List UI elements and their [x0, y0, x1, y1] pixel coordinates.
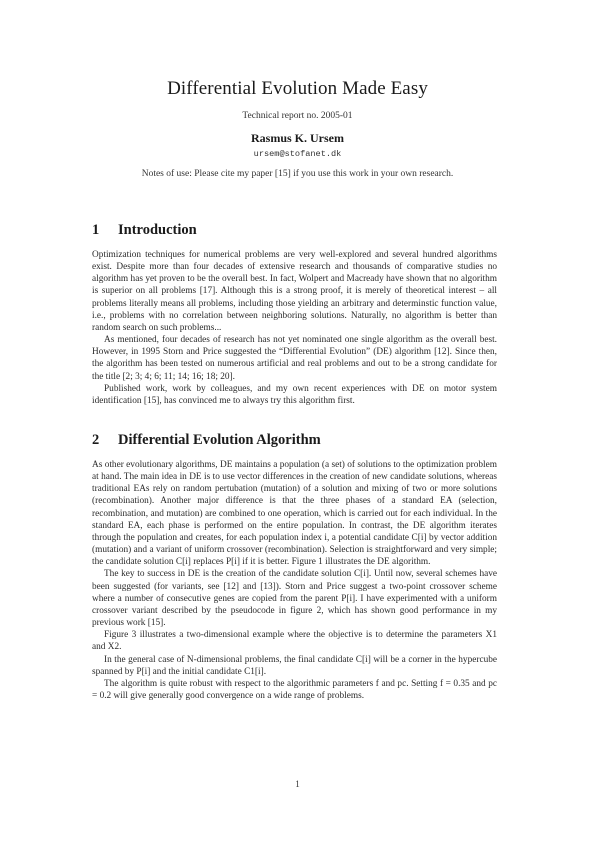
paper-title: Differential Evolution Made Easy — [167, 78, 428, 99]
section-body-introduction — [92, 249, 497, 407]
paragraph: Optimization techniques for numerical problems are very well-explored and several hundred algorithms exist. Despite more than four decades of extensive research and thousands of comparative studies no algorithm has yet proven to be the overall best. In fact, Wolpert and Macready have shown that no algorithm is superior on all problems [17]. Although this is a strong proof, it is merely of theoretical interest – all problems literally means all problems, including those yielding an arbitrary and determinstic function value, i.e., problems with no correlation between neighboring solutions. Naturally, no algorithm is better than random search on such problems... — [92, 250, 497, 333]
paragraph: Published work, work by colleagues, and my own recent experiences with DE on motor system identification [15], has convinced me to always try this algorithm first. — [92, 383, 497, 406]
paragraph: The key to success in DE is the creation of the candidate solution C[i]. Until now, several schemes have been suggested (for variants, see [12] and [13]). Storn and Price suggest a two-point crossover scheme where a number of consecutive genes are copied from the parent P[i]. I have experimented with a uniform crossover variant described by the pseudocode in figure 2, which has shown good performance in my previous work [15]. — [92, 569, 497, 629]
section-heading-introduction — [92, 222, 197, 239]
author-name: Rasmus K. Ursem — [251, 131, 344, 145]
notes-of-use: Notes of use: Please cite my paper [15] if you use this work in your own research. — [141, 169, 454, 179]
section-body-de-algorithm — [92, 459, 497, 702]
paragraph: Figure 3 illustrates a two-dimensional example where the objective is to determine the parameters X1 and X2. — [92, 630, 497, 653]
section-heading-de-algorithm — [92, 432, 321, 449]
section-title: Introduction — [118, 222, 197, 238]
paragraph: In the general case of N-dimensional problems, the final candidate C[i] will be a corner in the hypercube spanned by P[i] and the initial candidate C1[i]. — [92, 654, 497, 677]
report-number: Technical report no. 2005-01 — [242, 111, 353, 121]
section-title: Differential Evolution Algorithm — [118, 432, 321, 448]
paragraph: The algorithm is quite robust with respect to the algorithmic parameters f and pc. Setting f = 0.35 and pc = 0.2 will give generally good convergence on a wide range of problems. — [92, 678, 497, 701]
page-number: 1 — [295, 779, 300, 789]
paragraph: As other evolutionary algorithms, DE maintains a population (a set) of solutions to the optimization problem at hand. The main idea in DE is to use vector differences in the creation of new candidate solutions, whereas traditional EAs rely on random pertubation (mutation) of a solution and mixing of two or more solutions (recombination). Another major difference is that the three phases of a standard EA (selection, recombination, and mutation) are combined to one operation, which is carried out for each individual. In the standard EA, each phase is performed on the entire population. In contrast, the DE algorithm iterates through the population and creates, for each population index i, a potential candidate C[i] by vector addition (mutation) and a variant of uniform crossover (recombination). Selection is straightforward and very simple; the candidate solution C[i] replaces P[i] if it is better. Figure 1 illustrates the DE algorithm. — [92, 460, 497, 568]
section-number: 1 — [92, 222, 100, 238]
author-email: ursem@stofanet.dk — [253, 149, 342, 159]
paragraph: As mentioned, four decades of research has not yet nominated one single algorithm as the overall best. However, in 1995 Storn and Price suggested the “Differential Evolution” (DE) algorithm [12]. Since then, the algorithm has been tested on numerous artificial and real problems and out to be a strong candidate for the title [2; 3; 4; 6; 11; 14; 16; 18; 20]. — [92, 335, 497, 382]
section-number: 2 — [92, 432, 100, 448]
